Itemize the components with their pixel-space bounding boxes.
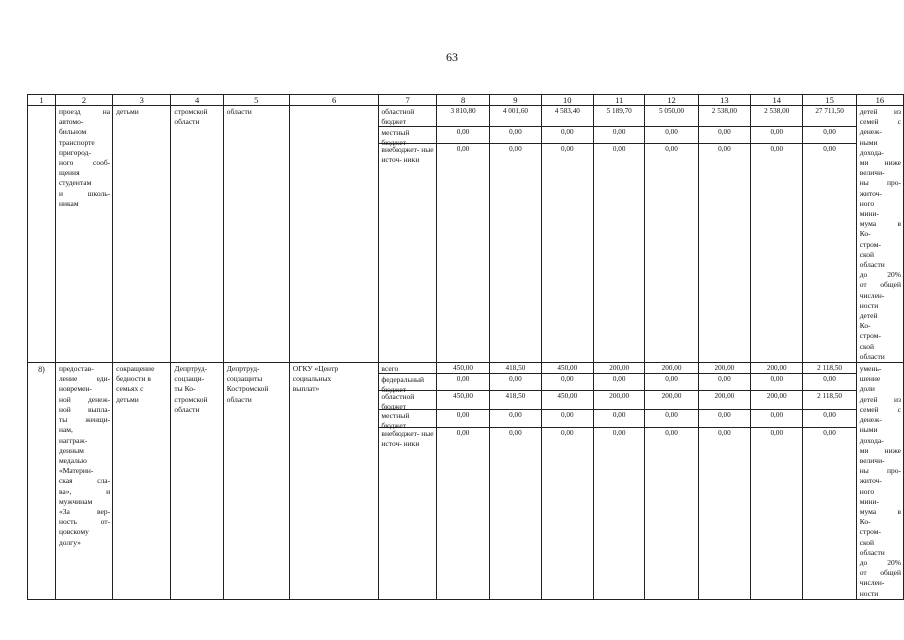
cell-line: детьми — [116, 394, 139, 404]
value: 0,00 — [699, 374, 750, 391]
cell-line: ного сооб- — [58, 158, 111, 168]
cell-line: шение — [859, 374, 881, 384]
cell-line: области — [859, 547, 885, 557]
value: 0,00 — [612, 145, 626, 153]
cell-line: ной денеж- — [58, 394, 111, 404]
value: 0,00 — [823, 145, 836, 153]
cell-text — [857, 363, 903, 599]
value: 0,00 — [490, 374, 540, 391]
cell-text — [290, 363, 379, 395]
cell-line: Ко- — [859, 321, 871, 331]
value: 2 538,00 — [699, 106, 750, 127]
value: 450,00 — [542, 363, 593, 374]
cell-line: ности — [859, 588, 879, 598]
cell-line: ной выпла- — [58, 404, 111, 414]
value: 3 810,80 — [437, 106, 489, 127]
value: 0,00 — [770, 429, 784, 438]
cell-line: мума в — [859, 506, 901, 516]
cell-line: ты женщи- — [58, 415, 111, 425]
value-cell — [490, 106, 541, 363]
value: 2 118,50 — [803, 363, 855, 374]
value-cell — [803, 363, 856, 600]
cell-line: ного — [859, 486, 875, 496]
value: 27 711,50 — [803, 106, 855, 127]
cell-line: величи- — [859, 168, 885, 178]
cell-line: студентам — [58, 178, 92, 188]
value: 0,00 — [751, 374, 802, 391]
cell-line: Ко- — [859, 229, 871, 239]
cell-line: ности — [859, 300, 879, 310]
funding-source: федеральный бюджет — [379, 374, 435, 391]
cell-line: от общей — [859, 568, 901, 578]
cell-line: «Материн- — [58, 466, 94, 476]
value: 200,00 — [645, 391, 697, 410]
cell-line: ность от- — [58, 517, 111, 527]
value: 0,00 — [751, 127, 802, 144]
value-cell — [803, 106, 856, 363]
cell-line: ление еди- — [58, 374, 111, 384]
cell-line: доли — [859, 384, 875, 394]
value: 0,00 — [561, 429, 574, 438]
cell-line: нагграж- — [58, 435, 88, 445]
value: 450,00 — [542, 391, 593, 410]
cell-line: долгу» — [58, 537, 81, 547]
cell-line: семей с — [859, 404, 901, 414]
value: 0,00 — [751, 410, 802, 428]
cell-line: области — [226, 394, 252, 404]
cell-line: ными — [859, 137, 878, 147]
value: 0,00 — [718, 145, 731, 153]
value: 0,00 — [490, 127, 540, 144]
cell-line: и школь- — [58, 188, 111, 198]
funding-source: областной бюджет — [379, 391, 435, 410]
value: 200,00 — [699, 391, 750, 410]
value: 200,00 — [645, 363, 697, 374]
value: 0,00 — [594, 127, 644, 144]
value: 2 538,00 — [751, 106, 802, 127]
table-row — [28, 106, 904, 363]
cell-line: ва», и — [58, 486, 111, 496]
text-cell-c3 — [113, 106, 171, 363]
funding-source-cell — [379, 106, 436, 363]
cell-line: умень- — [859, 364, 882, 374]
col-header: 12 — [645, 95, 698, 106]
column-number-row — [28, 95, 904, 106]
cell-text — [171, 106, 222, 127]
cell-line: числен- — [859, 290, 885, 300]
col-header: 14 — [751, 95, 803, 106]
col-header: 6 — [289, 95, 379, 106]
funding-source: внебюджет- ные источ- ники — [381, 145, 434, 164]
text-cell-c2 — [55, 106, 112, 363]
cell-line: сокращение — [116, 364, 155, 374]
value: 418,50 — [490, 363, 540, 374]
cell-text — [224, 106, 289, 117]
budget-table — [27, 94, 904, 600]
cell-line: бедности в — [116, 374, 151, 384]
cell-line: стром- — [859, 527, 882, 537]
text-cell-c4 — [171, 363, 223, 600]
value-cell — [593, 363, 644, 600]
value: 2 118,50 — [803, 391, 855, 410]
value: 0,00 — [437, 374, 489, 391]
cell-line: никам — [58, 198, 79, 208]
value: 200,00 — [699, 363, 750, 374]
row-number-cell — [28, 363, 56, 600]
col-header: 11 — [593, 95, 644, 106]
col-header: 15 — [803, 95, 856, 106]
col-header: 3 — [113, 95, 171, 106]
table-body — [28, 95, 904, 600]
value: 0,00 — [542, 127, 593, 144]
cell-line: мужчинам — [58, 496, 93, 506]
cell-line: до 20% — [859, 270, 901, 280]
cell-line: области — [226, 107, 252, 116]
cell-line: проезд на — [58, 107, 111, 116]
text-cell-c5 — [223, 363, 289, 600]
cell-line: величи- — [859, 455, 885, 465]
cell-line: ской — [859, 537, 875, 547]
value: 0,00 — [594, 410, 644, 428]
value: 0,00 — [699, 127, 750, 144]
value: 0,00 — [490, 410, 540, 428]
value-cell — [645, 363, 698, 600]
value: 200,00 — [594, 391, 644, 410]
value: 0,00 — [665, 429, 678, 438]
value: 0,00 — [803, 374, 855, 391]
col-header: 2 — [55, 95, 112, 106]
cell-line: области — [174, 404, 200, 414]
cell-line: числен- — [859, 578, 885, 588]
cell-line: ны про- — [859, 466, 901, 476]
cell-line: ными — [859, 425, 878, 435]
value-cell — [645, 106, 698, 363]
cell-line: автомо- — [58, 117, 84, 127]
funding-source: местный бюджет — [379, 410, 435, 428]
cell-line: социальных — [292, 374, 332, 384]
text-cell-c3 — [113, 363, 171, 600]
cell-line: до 20% — [859, 557, 901, 567]
cell-line: области — [174, 117, 200, 127]
row-number: 8) — [38, 365, 45, 375]
value: 4 583,40 — [542, 106, 593, 127]
cell-text — [113, 106, 170, 117]
value: 0,00 — [803, 127, 855, 144]
cell-line: семьях с — [116, 384, 144, 394]
cell-line: Ко- — [859, 517, 871, 527]
cell-line: мини- — [859, 209, 880, 219]
result-cell — [856, 363, 903, 600]
cell-text — [171, 363, 222, 415]
cell-line: мума в — [859, 219, 901, 229]
cell-line: житоч- — [859, 188, 882, 198]
cell-line: детей из — [859, 394, 901, 404]
value: 0,00 — [645, 410, 697, 428]
value: 418,50 — [490, 391, 540, 410]
cell-line: транспорте — [58, 137, 95, 147]
cell-line: денным — [58, 445, 84, 455]
funding-source: областной бюджет — [379, 106, 435, 127]
cell-line: детей — [859, 311, 878, 321]
value: 450,00 — [437, 391, 489, 410]
text-cell-c2 — [55, 363, 112, 600]
cell-text — [857, 106, 903, 362]
col-header: 10 — [541, 95, 593, 106]
value: 0,00 — [456, 145, 470, 153]
cell-line: ного — [859, 198, 875, 208]
col-header: 5 — [223, 95, 289, 106]
cell-line: Депртруд- — [174, 364, 208, 374]
text-cell-c6 — [289, 363, 379, 600]
text-cell-c6 — [289, 106, 379, 363]
cell-line: Костромской — [226, 384, 269, 394]
cell-text — [56, 106, 112, 209]
cell-line: ской — [859, 249, 875, 259]
col-header: 1 — [28, 95, 56, 106]
cell-line: от общей — [859, 280, 901, 290]
value: 200,00 — [594, 363, 644, 374]
value: 0,00 — [645, 374, 697, 391]
col-header: 8 — [436, 95, 489, 106]
value: 0,00 — [561, 145, 574, 153]
cell-line: соцзащиты — [226, 374, 263, 384]
text-cell-c5 — [223, 106, 289, 363]
cell-line: житоч- — [859, 476, 882, 486]
cell-line: ты Ко- — [174, 384, 196, 394]
value: 4 001,60 — [490, 106, 540, 127]
cell-text — [113, 363, 170, 405]
value: 0,00 — [437, 127, 489, 144]
value: 0,00 — [645, 127, 697, 144]
cell-line: Депртруд- — [226, 364, 260, 374]
cell-line: ской — [859, 341, 875, 351]
page-number: 63 — [446, 50, 458, 64]
col-header: 7 — [379, 95, 436, 106]
result-cell — [856, 106, 903, 363]
value: 0,00 — [823, 429, 836, 438]
value: 0,00 — [718, 429, 731, 438]
funding-source: внебюджет- ные источ- ники — [381, 429, 434, 448]
value-cell — [490, 363, 541, 600]
value: 200,00 — [751, 391, 802, 410]
cell-line: стромской — [174, 394, 208, 404]
value: 0,00 — [509, 145, 522, 153]
funding-source-cell — [379, 363, 436, 600]
cell-line: денеж- — [859, 127, 882, 137]
cell-line: стромской — [174, 107, 208, 116]
funding-source: местный бюджет — [379, 127, 435, 144]
value: 0,00 — [770, 145, 784, 153]
value: 200,00 — [751, 363, 802, 374]
value: 0,00 — [803, 410, 855, 428]
cell-text — [290, 106, 379, 107]
cell-line: области — [859, 351, 885, 361]
value: 5 050,00 — [645, 106, 697, 127]
cell-line: ны про- — [859, 178, 901, 188]
cell-line: нам, — [58, 425, 73, 435]
row-number-cell — [28, 106, 56, 363]
cell-line: стром- — [859, 239, 882, 249]
cell-line: стром- — [859, 331, 882, 341]
cell-line: ОГКУ «Центр — [292, 364, 339, 374]
col-header: 13 — [698, 95, 750, 106]
value: 0,00 — [594, 374, 644, 391]
value: 0,00 — [612, 429, 626, 438]
value: 0,00 — [542, 410, 593, 428]
value: 0,00 — [437, 410, 489, 428]
cell-line: щения — [58, 168, 80, 178]
cell-line: детей из — [859, 107, 901, 116]
cell-line: дохода- — [859, 147, 884, 157]
cell-line: медалью — [58, 455, 87, 465]
value: 5 189,70 — [594, 106, 644, 127]
value-cell — [593, 106, 644, 363]
cell-line: предостав- — [58, 364, 94, 374]
col-header: 9 — [490, 95, 541, 106]
value-cell — [436, 106, 489, 363]
cell-line: ская сла- — [58, 476, 111, 486]
cell-line: семей с — [859, 117, 901, 127]
value: 0,00 — [665, 145, 678, 153]
table-row — [28, 363, 904, 600]
cell-line: бильном — [58, 127, 87, 137]
cell-text — [224, 363, 289, 405]
value: 0,00 — [699, 410, 750, 428]
value-cell — [541, 363, 593, 600]
value: 0,00 — [456, 429, 470, 438]
value-cell — [698, 106, 750, 363]
cell-text — [56, 363, 112, 548]
value: 450,00 — [437, 363, 489, 374]
cell-line: пригород- — [58, 147, 91, 157]
cell-line: «За вер- — [58, 506, 111, 516]
row-number — [28, 106, 55, 108]
funding-source: всего — [379, 363, 435, 374]
value-cell — [751, 106, 803, 363]
cell-line: детьми — [116, 107, 139, 116]
cell-line: ми ниже — [859, 445, 901, 455]
cell-line: денеж- — [859, 415, 882, 425]
text-cell-c4 — [171, 106, 223, 363]
cell-line: области — [859, 260, 885, 270]
col-header: 16 — [856, 95, 903, 106]
cell-line: мини- — [859, 496, 880, 506]
value: 0,00 — [509, 429, 522, 438]
value-cell — [751, 363, 803, 600]
value-cell — [541, 106, 593, 363]
cell-line: дохода- — [859, 435, 884, 445]
value-cell — [698, 363, 750, 600]
cell-line: цовскому — [58, 527, 89, 537]
col-header: 4 — [171, 95, 223, 106]
cell-line: соцзащи- — [174, 374, 205, 384]
cell-line: выплат» — [292, 384, 320, 394]
value: 0,00 — [542, 374, 593, 391]
cell-line: новремен- — [58, 384, 92, 394]
cell-line: ми ниже — [859, 158, 901, 168]
value-cell — [436, 363, 489, 600]
